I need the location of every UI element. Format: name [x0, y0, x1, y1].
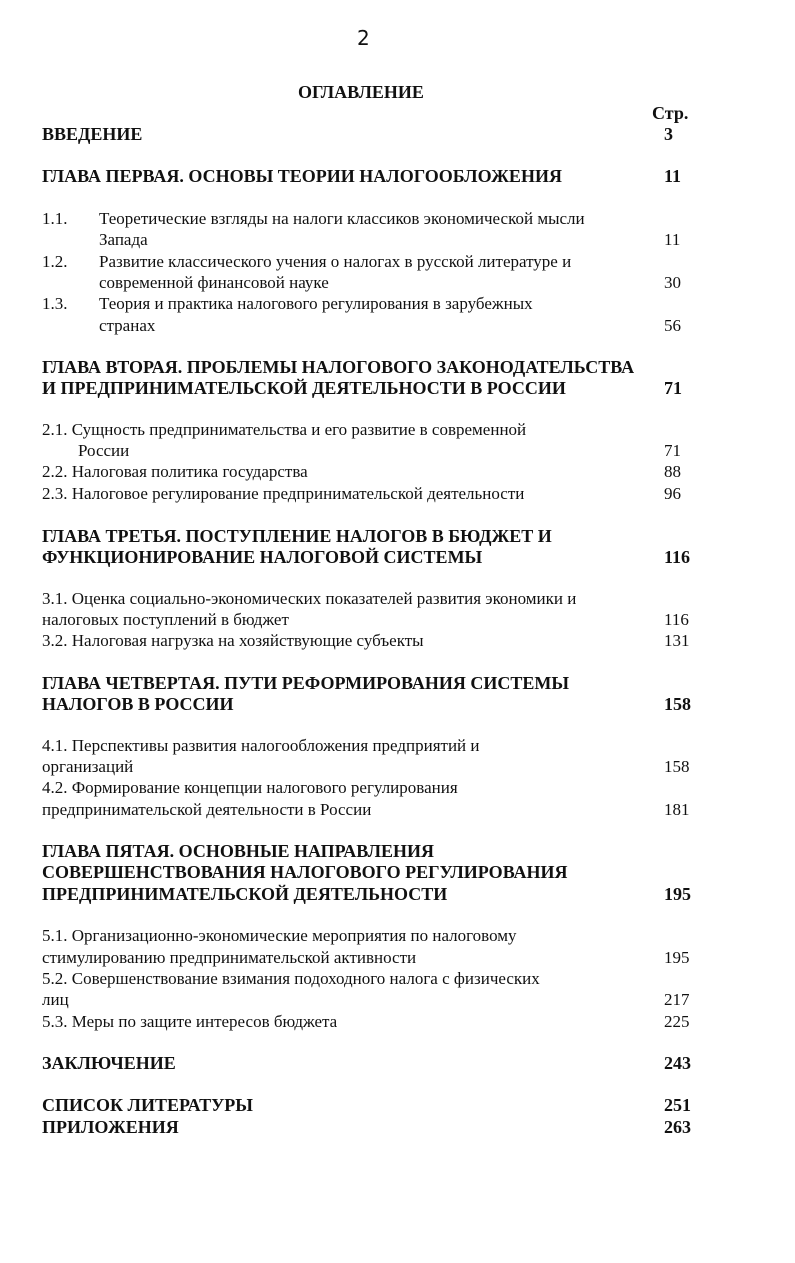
- section-title: 3.2. Налоговая нагрузка на хозяйствующие субъекты: [42, 631, 424, 650]
- chapter-title: ГЛАВА ПЯТАЯ. ОСНОВНЫЕ НАПРАВЛЕНИЯ: [42, 841, 435, 861]
- section-title: Теория и практика налогового регулирования в зарубежных: [99, 294, 533, 313]
- chapter-page: 116: [664, 547, 691, 567]
- entry-title: ВВЕДЕНИЕ: [42, 124, 143, 144]
- section-page: 96: [664, 484, 681, 503]
- chapter-title: ГЛАВА ВТОРАЯ. ПРОБЛЕМЫ НАЛОГОВОГО ЗАКОНОДАТЕЛЬСТВА: [42, 357, 635, 377]
- section-title: 4.2. Формирование концепции налогового регулирования: [42, 778, 458, 797]
- section-title-cont: странах: [99, 316, 156, 335]
- section-title: 2.3. Налоговое регулирование предпринимательской деятельности: [42, 484, 525, 503]
- entry-title: ПРИЛОЖЕНИЯ: [42, 1117, 179, 1137]
- section-page: 131: [664, 631, 690, 650]
- section-page: 88: [664, 462, 681, 481]
- chapter-title: ГЛАВА ПЕРВАЯ. ОСНОВЫ ТЕОРИИ НАЛОГООБЛОЖЕНИЯ: [42, 166, 562, 186]
- section-title: Развитие классического учения о налогах в русской литературе и: [99, 252, 572, 271]
- section-title-cont: организаций: [42, 757, 134, 776]
- section-title-cont: предпринимательской деятельности в России: [42, 800, 372, 819]
- section-page: 158: [664, 757, 690, 776]
- section-title: 2.1. Сущность предпринимательства и его развитие в современной: [42, 420, 527, 439]
- chapter-page: 195: [664, 884, 691, 904]
- toc-title: ОГЛАВЛЕНИЕ: [298, 82, 424, 102]
- chapter-page: 71: [664, 378, 682, 398]
- section-title: 5.2. Совершенствование взимания подоходного налога с физических: [42, 969, 540, 988]
- chapter-page: 158: [664, 694, 691, 714]
- chapter-title: ГЛАВА ЧЕТВЕРТАЯ. ПУТИ РЕФОРМИРОВАНИЯ СИСТЕМЫ: [42, 673, 570, 693]
- chapter-title-cont: ФУНКЦИОНИРОВАНИЕ НАЛОГОВОЙ СИСТЕМЫ: [42, 547, 483, 567]
- section-page: 56: [664, 316, 681, 335]
- section-page: 195: [664, 948, 690, 967]
- chapter-title-cont: СОВЕРШЕНСТВОВАНИЯ НАЛОГОВОГО РЕГУЛИРОВАНИЯ: [42, 862, 568, 882]
- section-page: 225: [664, 1012, 690, 1031]
- section-title-cont: налоговых поступлений в бюджет: [42, 610, 289, 629]
- section-page: 181: [664, 800, 690, 819]
- section-title-cont: России: [78, 441, 130, 460]
- chapter-page: 11: [664, 166, 682, 186]
- section-title-cont: современной финансовой науке: [99, 273, 329, 292]
- section-number: 1.1.: [42, 209, 68, 228]
- page-number: 2: [357, 26, 370, 50]
- section-title-cont: стимулированию предпринимательской активности: [42, 948, 417, 967]
- section-title: Теоретические взгляды на налоги классиков экономической мысли: [99, 209, 585, 228]
- section-title: 4.1. Перспективы развития налогообложения предприятий и: [42, 736, 480, 755]
- entry-title: ЗАКЛЮЧЕНИЕ: [42, 1053, 176, 1073]
- section-page: 116: [664, 610, 689, 629]
- section-page: 30: [664, 273, 681, 292]
- chapter-title-cont: ПРЕДПРИНИМАТЕЛЬСКОЙ ДЕЯТЕЛЬНОСТИ: [42, 884, 448, 904]
- section-number: 1.2.: [42, 252, 68, 271]
- section-title-cont: Запада: [99, 230, 148, 249]
- section-number: 1.3.: [42, 294, 68, 313]
- chapter-title-cont: НАЛОГОВ В РОССИИ: [42, 694, 234, 714]
- section-page: 71: [664, 441, 681, 460]
- section-page: 11: [664, 230, 681, 249]
- section-title: 5.1. Организационно-экономические мероприятия по налоговому: [42, 926, 517, 945]
- entry-page: 263: [664, 1117, 691, 1137]
- section-title: 5.3. Меры по защите интересов бюджета: [42, 1012, 338, 1031]
- section-title: 2.2. Налоговая политика государства: [42, 462, 308, 481]
- entry-page: 3: [664, 124, 673, 144]
- entry-title: СПИСОК ЛИТЕРАТУРЫ: [42, 1095, 253, 1115]
- section-page: 217: [664, 990, 690, 1009]
- entry-page: 243: [664, 1053, 691, 1073]
- chapter-title-cont: И ПРЕДПРИНИМАТЕЛЬСКОЙ ДЕЯТЕЛЬНОСТИ В РОССИИ: [42, 378, 566, 398]
- section-title: 3.1. Оценка социально-экономических показателей развития экономики и: [42, 589, 577, 608]
- entry-page: 251: [664, 1095, 691, 1115]
- page-column-label: Стр.: [652, 103, 689, 123]
- chapter-title: ГЛАВА ТРЕТЬЯ. ПОСТУПЛЕНИЕ НАЛОГОВ В БЮДЖЕТ И: [42, 526, 552, 546]
- section-title-cont: лиц: [42, 990, 69, 1009]
